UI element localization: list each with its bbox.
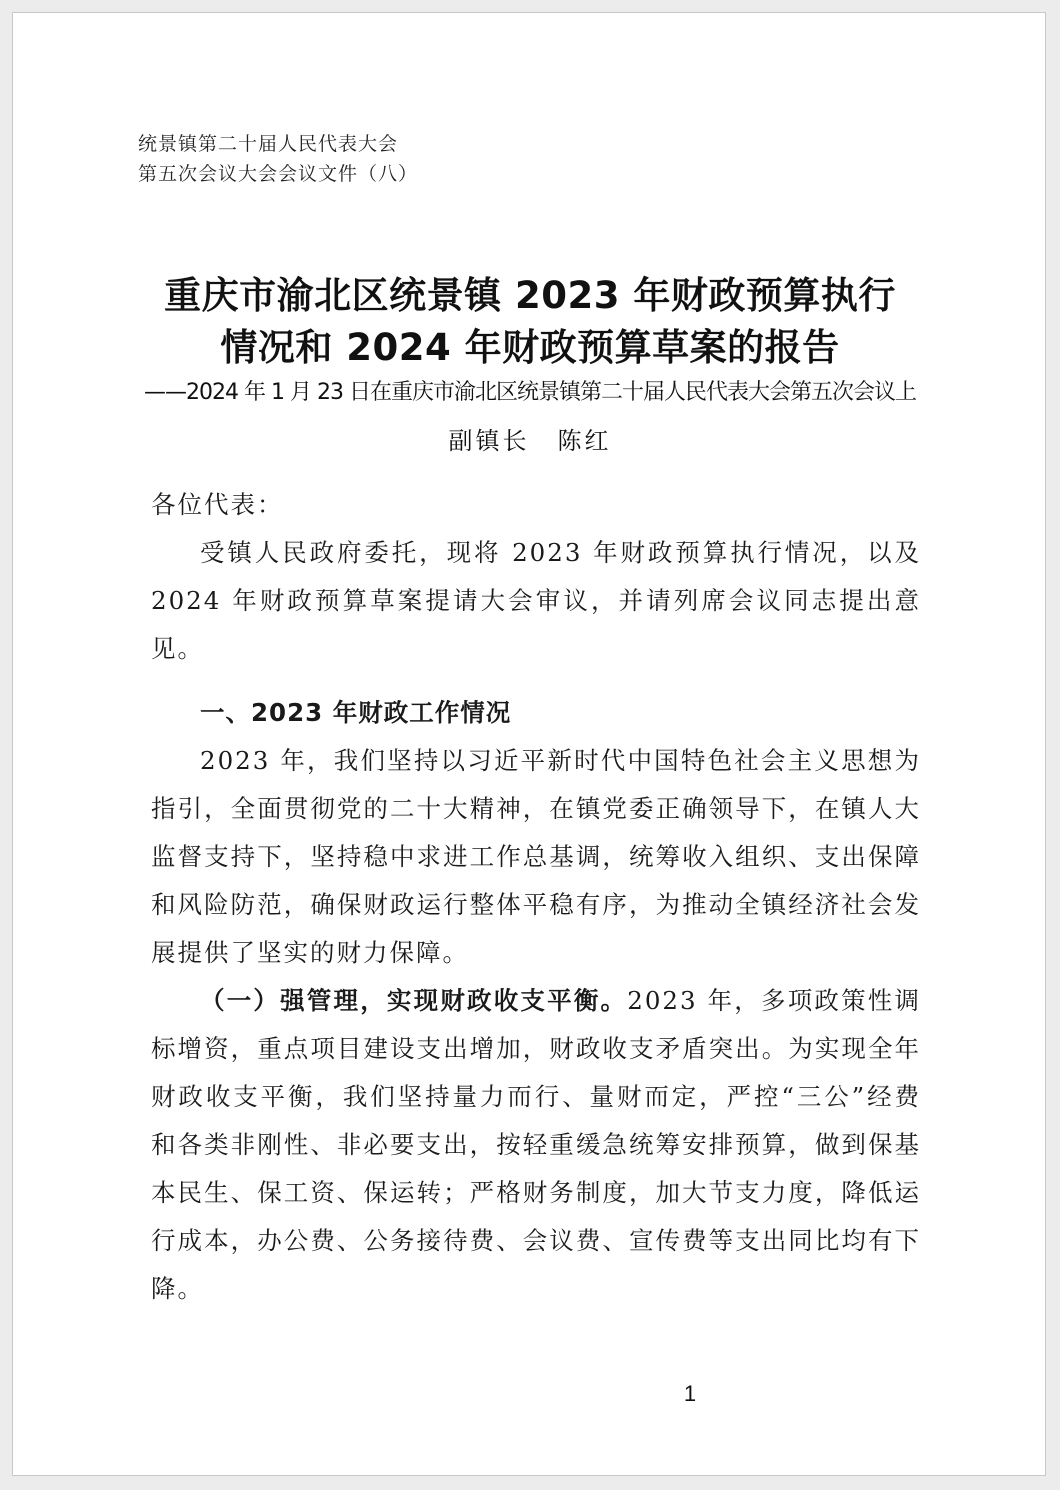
document-page — [12, 12, 1046, 1476]
subsection-1-paragraph — [151, 977, 921, 1313]
salutation: 各位代表： — [151, 490, 284, 519]
speaker-position: 副镇长 — [448, 427, 530, 455]
section-1-heading: 一、2023 年财政工作情况 — [200, 698, 512, 727]
intro-paragraph: 受镇人民政府委托，现将 2023 年财政预算执行情况，以及 2024 年财政预算草案提请大会审议，并请列席会议同志提出意见。 — [151, 538, 921, 663]
section-1-paragraph: 2023 年，我们坚持以习近平新时代中国特色社会主义思想为指引，全面贯彻党的二十大精神，在镇党委正确领导下，在镇人大监督支持下，坚持稳中求进工作总基调，统筹收入组织、支出保障和风险防范，确保财政运行整体平稳有序，为推动全镇经济社会发展提供了坚实的财力保障。 — [151, 746, 921, 967]
header-line-2: 第五次会议大会会议文件（八） — [138, 163, 419, 185]
speaker-name: 陈红 — [557, 427, 612, 455]
report-body — [151, 481, 921, 1313]
title-line-2: 情况和 2024 年财政预算草案的报告 — [220, 326, 840, 369]
subsection-1-text: 2023 年，多项政策性调标增资，重点项目建设支出增加，财政收支矛盾突出。为实现全年财政收支平衡，我们坚持量力而行、量财而定，严控“三公”经费和各类非刚性、非必要支出，按轻重缓急统筹安排预算，做到保基本民生、保工资、保运转；严格财务制度，加大节支力度，降低运行成本，办公费、公务接待费、会议费、宣传费等支出同比均有下降。 — [151, 986, 922, 1303]
page-number: 1 — [683, 1381, 697, 1406]
title-line-1: 重庆市渝北区统景镇 2023 年财政预算执行 — [164, 274, 896, 317]
document-header — [138, 129, 418, 189]
header-line-1: 统景镇第二十届人民代表大会 — [138, 133, 399, 155]
report-subtitle: ——2024 年 1 月 23 日在重庆市渝北区统景镇第二十届人民代表大会第五次会议上 — [144, 380, 916, 405]
subsection-1-lead: （一）强管理，实现财政收支平衡。 — [200, 986, 628, 1015]
speaker-line — [13, 421, 1047, 456]
